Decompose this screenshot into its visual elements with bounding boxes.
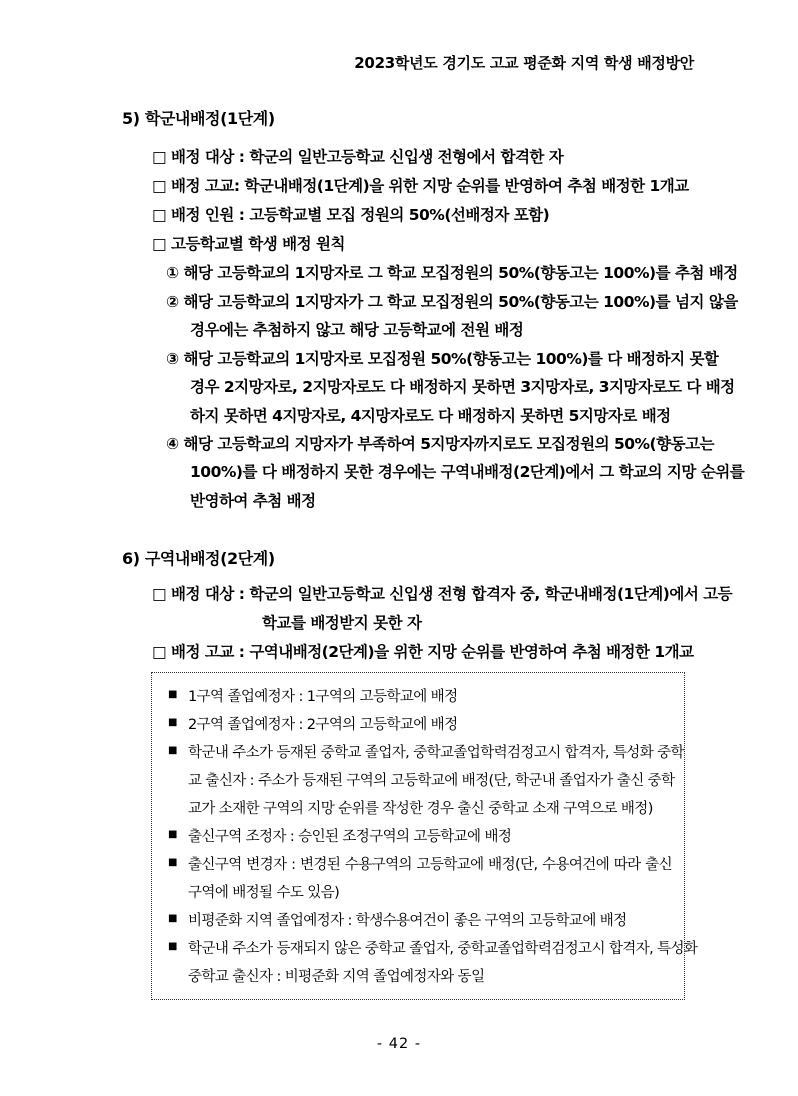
bullet-icon: ■ [168, 941, 178, 952]
rule-3: ③ 해당 고등학교의 1지망자로 모집정원 50%(향동고는 100%)를 다 배정하지 못할 [166, 350, 719, 368]
document-header: 2023학년도 경기도 고교 평준화 지역 학생 배정방안 [354, 54, 694, 72]
box-line: 출신구역 변경자 : 변경된 수용구역의 고등학교에 배정(단, 수용여건에 따라 출신 [188, 857, 672, 873]
bullet-icon: ■ [168, 829, 178, 840]
box-line: 2구역 졸업예정자 : 2구역의 고등학교에 배정 [188, 717, 458, 733]
box-line: 교가 소재한 구역의 지망 순위를 작성한 경우 출신 중학교 소재 구역으로 배정) [188, 801, 653, 817]
rule-2-cont: 경우에는 추첨하지 않고 해당 고등학교에 전원 배정 [190, 321, 524, 339]
zone-assignment-box [151, 672, 698, 1000]
bullet-icon: ■ [168, 717, 178, 728]
s6-target-cont: 학교를 배정받지 못한 자 [262, 614, 422, 632]
rule-3-cont-2: 하지 못하면 4지망자로, 4지망자로도 다 배정하지 못하면 5지망자로 배정 [190, 407, 671, 425]
box-line: 출신구역 조정자 : 승인된 조정구역의 고등학교에 배정 [188, 829, 512, 845]
bullet-icon: ■ [168, 689, 178, 700]
rule-1: ① 해당 고등학교의 1지망자로 그 학교 모집정원의 50%(향동고는 100%)를 추첨 배정 [166, 264, 738, 282]
bullet-icon: ■ [168, 745, 178, 756]
s5-school: □ 배정 고교: 학군내배정(1단계)을 위한 지망 순위를 반영하여 추첨 배정한 1개교 [152, 177, 689, 195]
box-line: 학군내 주소가 등재되지 않은 중학교 졸업자, 중학교졸업학력검정고시 합격자, 특성화 [188, 941, 698, 957]
s6-school: □ 배정 고교 : 구역내배정(2단계)을 위한 지망 순위를 반영하여 추첨 배정한 1개교 [152, 643, 694, 661]
rule-4-cont-1: 100%)를 다 배정하지 못한 경우에는 구역내배정(2단계)에서 그 학교의 지망 순위를 [190, 463, 745, 481]
s6-target: □ 배정 대상 : 학군의 일반고등학교 신입생 전형 합격자 중, 학군내배정(1단계)에서 고등 [152, 585, 733, 603]
section-5-title: 5) 학군내배정(1단계) [122, 109, 275, 128]
bullet-icon: ■ [168, 857, 178, 868]
box-line: 구역에 배정될 수도 있음) [188, 885, 340, 901]
s5-quota: □ 배정 인원 : 고등학교별 모집 정원의 50%(선배정자 포함) [152, 206, 550, 224]
box-line: 1구역 졸업예정자 : 1구역의 고등학교에 배정 [188, 689, 458, 705]
rule-4: ④ 해당 고등학교의 지망자가 부족하여 5지망자까지로도 모집정원의 50%(향동고는 [166, 435, 715, 453]
box-line: 비평준화 지역 졸업예정자 : 학생수용여건이 좋은 구역의 고등학교에 배정 [188, 913, 627, 929]
box-line: 학군내 주소가 등재된 중학교 졸업자, 중학교졸업학력검정고시 합격자, 특성화 중학 [188, 745, 684, 761]
s5-target: □ 배정 대상 : 학군의 일반고등학교 신입생 전형에서 합격한 자 [152, 148, 564, 166]
section-6-title: 6) 구역내배정(2단계) [122, 549, 275, 568]
bullet-icon: ■ [168, 913, 178, 924]
rule-3-cont-1: 경우 2지망자로, 2지망자로도 다 배정하지 못하면 3지망자로, 3지망자로도 다 배정 [190, 378, 735, 396]
rule-2: ② 해당 고등학교의 1지망자가 그 학교 모집정원의 50%(향동고는 100%)를 넘지 않을 [166, 293, 738, 311]
s5-principles: □ 고등학교별 학생 배정 원칙 [152, 235, 345, 253]
page-number: - 42 - [376, 1036, 422, 1052]
rule-4-cont-2: 반영하여 추첨 배정 [190, 492, 316, 510]
box-line: 교 출신자 : 주소가 등재된 구역의 고등학교에 배정(단, 학군내 졸업자가 출신 중학 [188, 773, 675, 789]
box-line: 중학교 출신자 : 비평준화 지역 졸업예정자와 동일 [188, 969, 485, 985]
